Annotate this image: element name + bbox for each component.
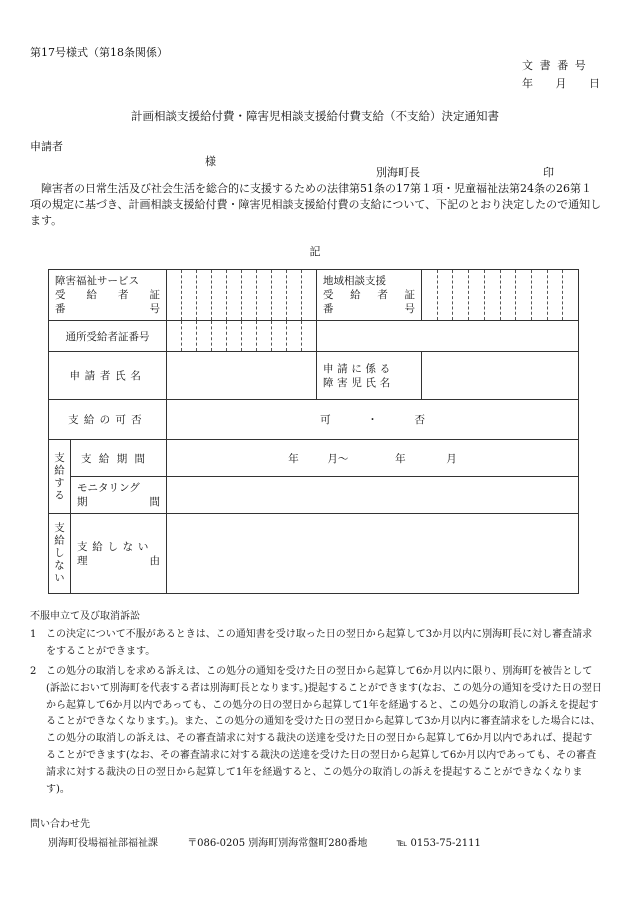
appeal-heading: 不服申立て及び取消訴訟 — [30, 611, 140, 622]
monitoring-value[interactable] — [167, 477, 579, 514]
appeal-item-number: 1 — [30, 629, 37, 640]
approval-label: 支給の可否 — [49, 400, 167, 440]
contact-tel: ℡ 0153-75-2111 — [396, 838, 481, 849]
monitoring-label: モニタリング 期 間 — [71, 477, 167, 514]
child-name-label: 申請に係る 障害児氏名 — [317, 352, 422, 400]
certificate-row — [49, 270, 579, 321]
reason-row — [49, 514, 579, 594]
applicant-label: 申請者 — [30, 140, 63, 153]
commute-cert-blank — [317, 321, 579, 352]
date-day: 日 — [589, 77, 600, 90]
notice-body: 障害者の日常生活及び社会生活を総合的に支援するための法律第51条の17第１項・児童福祉法第24条の26第１項の規定に基づき、計画相談支援給付費・障害児相談支援給付費の支給について、下記のとおり決定したので通知します。 — [30, 182, 602, 227]
appeal-item-text: この処分の取消しを求める訴えは、この処分の通知を受けた日の翌日から起算して6か月以内に限り、別海町を被告として(訴訟において別海町を代表する者は別海町長となります。)提起することができます(なお、この処分の通知を受けた日の翌日から起算して6か月以内であっても、この処分の日の翌日から起算して1年を経過すると、この処分の取消しの訴えを提起することができなくなります。)。また、この処分の通知を受けた日の翌日から起算して3か月以内に審査請求をした場合には、この処分の取消しの訴えは、その審査請求に対する裁決の送達を受けた日の翌日から起算して6か月以内であれば、提起することができます(なお、その審査請求に対する裁決の送達を受けた日の翌日から起算して6か月以内であっても、その審査請求に対する裁決の日の翌日から起算して1年を経過すると、この処分の取消しの訴えを提起することができなくなります)。 — [46, 666, 602, 795]
service-cert-number-cells[interactable] — [167, 270, 317, 321]
period-value[interactable]: 年 月～ 年 月 — [167, 440, 579, 477]
honorific: 様 — [205, 155, 216, 168]
service-cert-label: 障害福祉サービス 受 給 者 証 番 号 — [49, 270, 167, 321]
form-number: 第17号様式（第18条関係） — [30, 46, 168, 59]
contact-line — [48, 834, 507, 849]
ki-heading: 記 — [309, 245, 321, 258]
grant-section-label: 支給する — [49, 440, 71, 514]
commute-cert-label: 通所受給者証番号 — [49, 321, 167, 352]
decision-table — [48, 269, 579, 594]
regional-cert-label: 地域相談支援 受 給 者 証 番 号 — [317, 270, 422, 321]
reason-label: 支給しない 理 由 — [71, 514, 167, 594]
document-date — [522, 75, 600, 91]
date-month: 月 — [555, 77, 567, 90]
name-row — [49, 352, 579, 400]
appeal-item-1 — [30, 627, 602, 661]
contact-address: 〒086-0205 別海町別海常盤町280番地 — [187, 838, 368, 849]
appeal-item-text: この決定について不服があるときは、この通知書を受け取った日の翌日から起算して3か月以内に別海町長に対し審査請求をすることができます。 — [46, 629, 593, 657]
commute-cert-row — [49, 321, 579, 352]
seal-mark: 印 — [543, 166, 554, 179]
commute-cert-number-cells[interactable] — [167, 321, 317, 352]
period-label: 支給期間 — [71, 440, 167, 477]
approval-row — [49, 400, 579, 440]
appeal-item-number: 2 — [30, 666, 37, 677]
regional-cert-number-cells[interactable] — [422, 270, 579, 321]
document-title: 計画相談支援給付費・障害児相談支援給付費支給（不支給）決定通知書 — [131, 109, 499, 123]
document-number-label: 文書番号 — [522, 59, 593, 72]
appeal-item-2 — [30, 664, 602, 798]
applicant-name-label: 申請者氏名 — [49, 352, 167, 400]
period-row — [49, 440, 579, 477]
issuer: 別海町長 — [376, 166, 420, 179]
nogrant-section-label: 支給しない — [49, 514, 71, 594]
monitoring-row — [49, 477, 579, 514]
inquiry-label: 問い合わせ先 — [30, 819, 90, 830]
date-year: 年 — [522, 77, 533, 90]
contact-office: 別海町役場福祉部福祉課 — [48, 838, 158, 849]
approval-value[interactable]: 可 ・ 否 — [167, 400, 579, 440]
reason-value[interactable] — [167, 514, 579, 594]
applicant-name-field[interactable] — [167, 352, 317, 400]
child-name-field[interactable] — [422, 352, 579, 400]
